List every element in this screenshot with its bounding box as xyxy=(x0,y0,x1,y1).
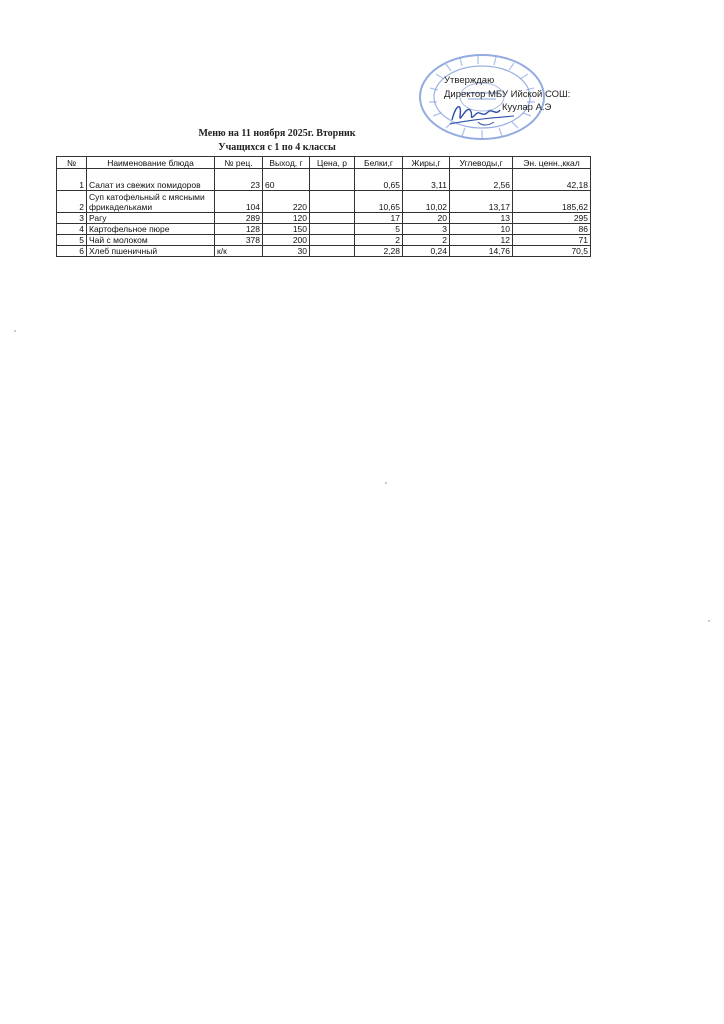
recipe-number: 23 xyxy=(215,169,263,191)
table-row xyxy=(57,213,591,224)
protein: 2,28 xyxy=(355,246,403,257)
recipe-number: к/к xyxy=(215,246,263,257)
approval-block xyxy=(444,74,594,115)
fat: 3 xyxy=(403,224,450,235)
table-row xyxy=(57,191,591,213)
protein: 5 xyxy=(355,224,403,235)
col-header-dish: Наименование блюда xyxy=(87,157,215,169)
output-grams: 150 xyxy=(263,224,310,235)
approval-signature-line xyxy=(444,101,594,115)
carbs: 10 xyxy=(450,224,513,235)
menu-title: Меню на 11 ноября 2025г. Вторник xyxy=(198,128,356,139)
output-grams: 60 xyxy=(263,169,310,191)
carbs: 14,76 xyxy=(450,246,513,257)
protein: 17 xyxy=(355,213,403,224)
approval-heading: Утверждаю xyxy=(444,75,495,86)
price xyxy=(310,224,355,235)
fat: 0,24 xyxy=(403,246,450,257)
price xyxy=(310,169,355,191)
row-number: 2 xyxy=(57,191,87,213)
col-header-energy: Эн. ценн.,ккал xyxy=(513,157,591,169)
dish-name: Салат из свежих помидоров xyxy=(87,169,215,191)
fat: 2 xyxy=(403,235,450,246)
approval-director-name: Куулар А.Э xyxy=(502,102,552,113)
table-row xyxy=(57,235,591,246)
price xyxy=(310,191,355,213)
col-header-price: Цена, р xyxy=(310,157,355,169)
col-header-output: Выход, г xyxy=(263,157,310,169)
scan-speck xyxy=(385,482,387,484)
col-header-protein: Белки,г xyxy=(355,157,403,169)
carbs: 12 xyxy=(450,235,513,246)
col-header-fat: Жиры,г xyxy=(403,157,450,169)
table-row xyxy=(57,169,591,191)
recipe-number: 289 xyxy=(215,213,263,224)
fat: 10,02 xyxy=(403,191,450,213)
price xyxy=(310,235,355,246)
carbs: 13 xyxy=(450,213,513,224)
row-number: 6 xyxy=(57,246,87,257)
dish-name: Чай с молоком xyxy=(87,235,215,246)
energy: 86 xyxy=(513,224,591,235)
price xyxy=(310,213,355,224)
protein: 0,65 xyxy=(355,169,403,191)
menu-subtitle: Учащихся с 1 по 4 классы xyxy=(218,142,336,153)
carbs: 2,56 xyxy=(450,169,513,191)
row-number: 5 xyxy=(57,235,87,246)
energy: 71 xyxy=(513,235,591,246)
table-header-row xyxy=(57,157,591,169)
table-row xyxy=(57,224,591,235)
protein: 2 xyxy=(355,235,403,246)
table-row xyxy=(57,246,591,257)
scan-speck xyxy=(708,620,710,622)
output-grams: 220 xyxy=(263,191,310,213)
menu-table xyxy=(56,156,591,257)
scan-speck xyxy=(14,330,16,332)
approval-director: Директор МБУ Ийской СОШ: xyxy=(444,88,571,100)
row-number: 1 xyxy=(57,169,87,191)
dish-name: Хлеб пшеничный xyxy=(87,246,215,257)
recipe-number: 128 xyxy=(215,224,263,235)
energy: 295 xyxy=(513,213,591,224)
fat: 20 xyxy=(403,213,450,224)
carbs: 13,17 xyxy=(450,191,513,213)
energy: 70,5 xyxy=(513,246,591,257)
col-header-carbs: Углеводы,г xyxy=(450,157,513,169)
output-grams: 200 xyxy=(263,235,310,246)
energy: 42,18 xyxy=(513,169,591,191)
fat: 3,11 xyxy=(403,169,450,191)
price xyxy=(310,246,355,257)
output-grams: 30 xyxy=(263,246,310,257)
row-number: 4 xyxy=(57,224,87,235)
dish-name: Рагу xyxy=(87,213,215,224)
col-header-number: № xyxy=(57,157,87,169)
dish-name: Суп катофельный с мясными фрикадельками xyxy=(87,191,215,213)
recipe-number: 104 xyxy=(215,191,263,213)
protein: 10,65 xyxy=(355,191,403,213)
output-grams: 120 xyxy=(263,213,310,224)
recipe-number: 378 xyxy=(215,235,263,246)
energy: 185,62 xyxy=(513,191,591,213)
col-header-recipe: № рец. xyxy=(215,157,263,169)
row-number: 3 xyxy=(57,213,87,224)
dish-name: Картофельное пюре xyxy=(87,224,215,235)
